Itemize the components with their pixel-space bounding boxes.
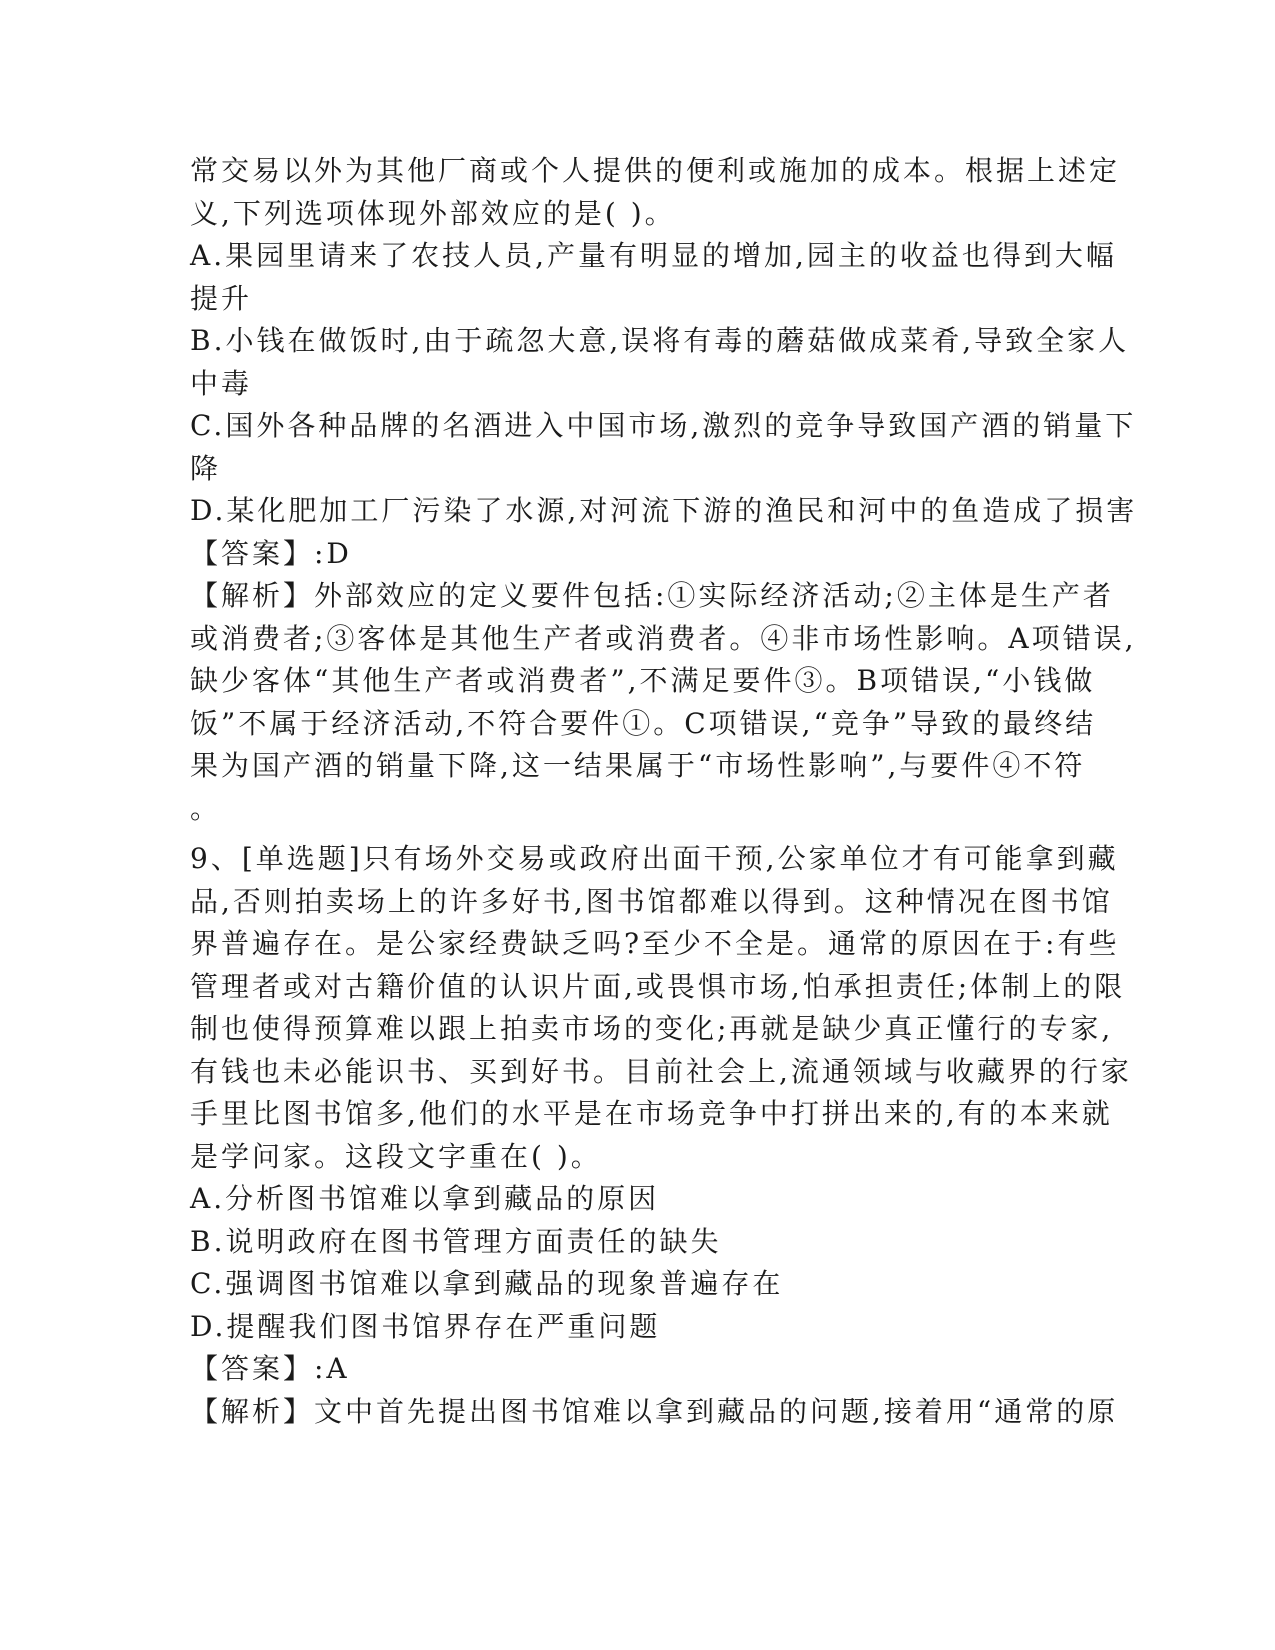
q9-stem-line: 手里比图书馆多,他们的水平是在市场竞争中打拼出来的,有的本来就	[190, 1097, 1113, 1130]
q8-option-b: 中毒	[190, 366, 253, 400]
q8-stem-line: 常交易以外为其他厂商或个人提供的便利或施加的成本。根据上述定	[190, 154, 1121, 187]
q8-analysis-line: 缺少客体“其他生产者或消费者”,不满足要件③。B项错误,“小钱做	[190, 664, 1096, 697]
q9-answer: 【答案】:A	[190, 1352, 350, 1385]
q9-analysis-line: 【解析】文中首先提出图书馆难以拿到藏品的问题,接着用“通常的原	[190, 1394, 1119, 1428]
question-8	[190, 150, 1138, 830]
document-body	[190, 150, 1138, 1433]
q9-stem-line: 有钱也未必能识书、买到好书。目前社会上,流通领域与收藏界的行家	[190, 1054, 1132, 1088]
q9-stem-line: 是学问家。这段文字重在( )。	[190, 1139, 602, 1173]
q8-option-b: B.小钱在做饭时,由于疏忽大意,误将有毒的蘑菇做成菜肴,导致全家人	[190, 324, 1130, 357]
q8-analysis-line: 。	[190, 791, 222, 825]
q9-stem-line: 品,否则拍卖场上的许多好书,图书馆都难以得到。这种情况在图书馆	[190, 884, 1113, 918]
q8-answer: 【答案】:D	[190, 536, 352, 570]
q9-stem-line: 9、[单选题]只有场外交易或政府出面干预,公家单位才有可能拿到藏	[190, 842, 1119, 875]
q8-option-a: A.果园里请来了农技人员,产量有明显的增加,园主的收益也得到大幅	[190, 239, 1117, 272]
q9-stem-line: 制也使得预算难以跟上拍卖市场的变化;再就是缺少真正懂行的专家,	[190, 1012, 1114, 1045]
q8-option-c: C.国外各种品牌的名酒进入中国市场,激烈的竞争导致国产酒的销量下	[190, 409, 1137, 442]
q8-analysis-line: 饭”不属于经济活动,不符合要件①。C项错误,“竞争”导致的最终结	[190, 706, 1097, 740]
question-divider	[190, 830, 1090, 838]
q9-stem-line: 界普遍存在。是公家经费缺乏吗?至少不全是。通常的原因在于:有些	[190, 927, 1120, 960]
q8-stem-line: 义,下列选项体现外部效应的是( )。	[190, 196, 676, 230]
q9-option-c: C.强调图书馆难以拿到藏品的现象普遍存在	[190, 1267, 784, 1300]
q8-option-c: 降	[190, 451, 222, 485]
q8-analysis-line: 【解析】外部效应的定义要件包括:①实际经济活动;②主体是生产者	[190, 579, 1114, 612]
q8-option-d: D.某化肥加工厂污染了水源,对河流下游的渔民和河中的鱼造成了损害	[190, 494, 1138, 527]
q8-analysis-line: 或消费者;③客体是其他生产者或消费者。④非市场性影响。A项错误,	[190, 621, 1137, 655]
q9-option-a: A.分析图书馆难以拿到藏品的原因	[190, 1182, 660, 1215]
q9-stem-line: 管理者或对古籍价值的认识片面,或畏惧市场,怕承担责任;体制上的限	[190, 969, 1126, 1003]
question-9	[190, 838, 1132, 1433]
q8-analysis-line: 果为国产酒的销量下降,这一结果属于“市场性影响”,与要件④不符	[190, 749, 1086, 782]
q8-option-a: 提升	[190, 281, 253, 315]
q9-option-b: B.说明政府在图书管理方面责任的缺失	[190, 1224, 722, 1258]
q9-option-d: D.提醒我们图书馆界存在严重问题	[190, 1309, 661, 1343]
